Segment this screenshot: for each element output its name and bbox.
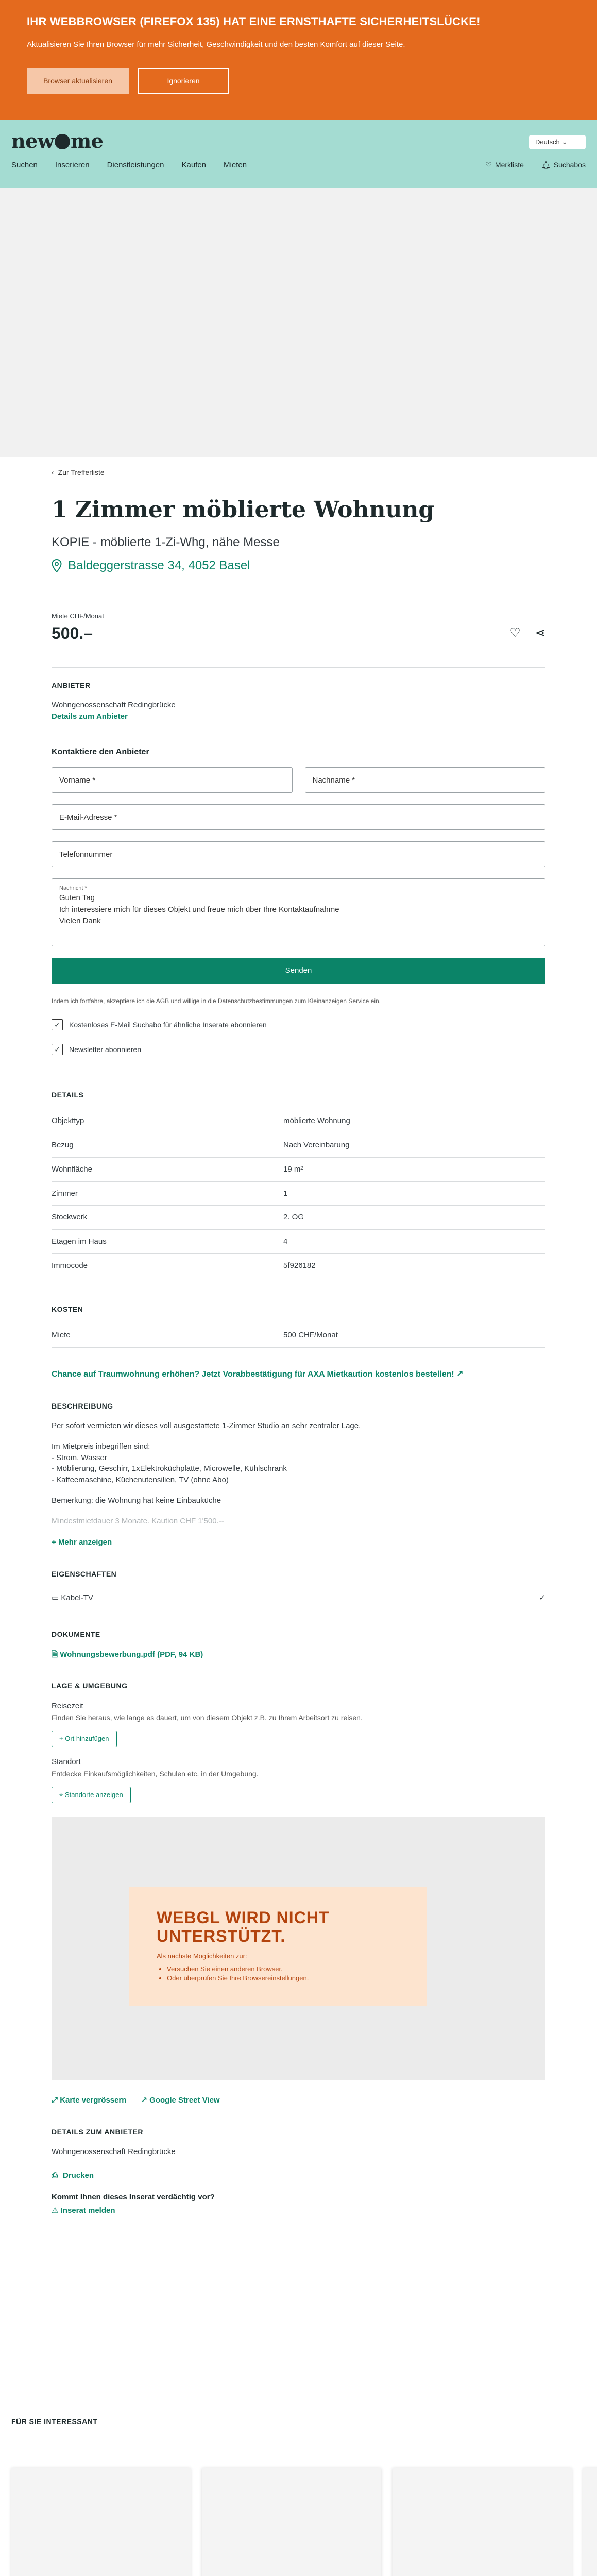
banner-title: IHR WEBBROWSER (FIREFOX 135) HAT EINE ERNSTHAFTE SICHERHEITSLÜCKE! [27, 15, 481, 28]
chevron-left-icon: ‹ [52, 468, 54, 477]
nav-dienstleistungen[interactable]: Dienstleistungen [107, 161, 164, 170]
lastname-field[interactable]: Nachname * [305, 767, 546, 793]
message-textarea[interactable]: Nachricht * Guten Tag Ich interessiere mich für dieses Objekt und freue mich über Ihre Kontaktaufnahme Vielen Dank [52, 878, 545, 946]
street-view-link[interactable]: ↗ Google Street View [141, 2096, 220, 2105]
interest-card[interactable] [583, 2468, 597, 2576]
card-image [11, 2468, 191, 2576]
table-row: Objekttyp möblierte Wohnung [52, 1109, 545, 1133]
arrow-up-right-icon: ↗ [456, 1369, 464, 1379]
show-locations-button[interactable]: ⌖ Standorte anzeigen [52, 1787, 131, 1804]
listing-title: 1 Zimmer möblierte Wohnung [52, 497, 435, 523]
site-header [0, 120, 597, 188]
check-icon: ✓ [52, 1044, 63, 1055]
nav-inserieren[interactable]: Inserieren [55, 161, 90, 170]
card-image [393, 2468, 572, 2576]
document-icon: 🗎 [52, 1650, 58, 1659]
search-subscriptions-link[interactable]: 🔔︎ Suchabos [541, 160, 586, 170]
map-area[interactable] [52, 1817, 545, 2080]
axa-deposit-link[interactable]: Chance auf Traumwohnung erhöhen? Jetzt Vorabbestätigung für AXA Mietkaution kostenlos bestellen! ↗ [52, 1369, 464, 1379]
logo-house-icon [55, 134, 70, 149]
table-row: Stockwerk 2. OG [52, 1206, 545, 1230]
search-subscription-checkbox[interactable]: ✓ Kostenloses E-Mail Suchabo für ähnliche Inserate abonnieren [52, 1019, 545, 1030]
legal-notice: Indem ich fortfahre, akzeptiere ich die AGB und willige in die Datenschutzbestimmungen zum Kleinanzeigen Service ein. [52, 997, 381, 1005]
show-more-button[interactable]: + Mehr anzeigen [52, 1538, 112, 1547]
heart-icon: ♡ [485, 161, 492, 169]
details-heading: DETAILS [52, 1091, 84, 1099]
report-listing-link[interactable]: ⚠ Inserat melden [52, 2206, 115, 2215]
card-image [583, 2468, 597, 2576]
table-row: Miete 500 CHF/Monat [52, 1324, 545, 1347]
warning-icon: ⚠ [52, 2206, 59, 2215]
interest-card[interactable] [11, 2468, 191, 2576]
card-image [202, 2468, 381, 2576]
description: Per sofort vermieten wir dieses voll ausgestattete 1-Zimmer Studio an sehr zentraler Lage. Im Mietpreis inbegriffen sind: - Strom, Wasser - Möblierung, Geschirr, 1xElektroküchplatte, Microwelle, Kühlschrank - Kaffeemaschine, Küchenutensilien, TV (ohne Abo) Bemerkung: die Wohnung hat keine Einbauküche Mindestmietdauer 3 Monate. Kaution CHF 1'500.-- [52, 1421, 361, 1526]
banner-text: Aktualisieren Sie Ihren Browser für mehr Sicherheit, Geschwindigkeit und den besten Komfort auf dieser Seite. [27, 40, 405, 49]
firstname-field[interactable]: Vorname * [52, 767, 293, 793]
update-browser-button[interactable]: Browser aktualisieren [27, 68, 129, 94]
check-icon: ✓ [539, 1594, 545, 1603]
check-icon: ✓ [52, 1019, 63, 1030]
interest-cards [11, 2468, 597, 2576]
favorite-heart-icon[interactable]: ♡ [509, 626, 521, 640]
table-row: Bezug Nach Vereinbarung [52, 1133, 545, 1158]
price-label: Miete CHF/Monat [52, 612, 104, 620]
enlarge-map-link[interactable]: ⤢ Karte vergrössern [52, 2096, 127, 2105]
listing-address[interactable]: Baldeggerstrasse 34, 4052 Basel [52, 557, 545, 575]
listing-subtitle: KOPIE - möblierte 1-Zi-Whg, nähe Messe [52, 535, 280, 549]
provider-name: Wohngenossenschaft Redingbrücke [52, 701, 176, 710]
provider-heading: ANBIETER [52, 681, 91, 689]
interest-heading: FÜR SIE INTERESSANT [11, 2417, 98, 2426]
ad-space [0, 188, 597, 457]
language-select[interactable]: Deutsch ⌄ [529, 135, 586, 149]
pdf-document-link[interactable]: 🗎 Wohnungsbewerbung.pdf (PDF, 94 KB) [52, 1650, 203, 1659]
phone-field[interactable]: Telefonnummer [52, 841, 545, 867]
documents-heading: DOKUMENTE [52, 1630, 100, 1639]
tv-icon: ▭ [52, 1594, 59, 1603]
listing-content [0, 467, 597, 2216]
pin-icon: ⌖ [59, 1790, 63, 1799]
details-table [52, 1109, 545, 1278]
main-nav [11, 160, 247, 171]
provider-name: Wohngenossenschaft Redingbrücke [52, 2147, 176, 2157]
plus-icon: + [52, 1538, 56, 1547]
contact-form-title: Kontaktiere den Anbieter [52, 747, 149, 756]
area-text: Entdecke Einkaufsmöglichkeiten, Schulen etc. in der Umgebung. [52, 1770, 259, 1778]
webgl-error-box: WEBGL WIRD NICHT UNTERSTÜTZT. Als nächste Möglichkeiten zur: • Versuchen Sie einen anderen Browser. • Oder überprüfen Sie Ihre Browsereinstellungen. [129, 1887, 427, 2006]
travel-time-title: Reisezeit [52, 1701, 83, 1710]
provider-details-link[interactable]: Details zum Anbieter [52, 711, 128, 721]
bell-icon: 🔔︎ [541, 161, 551, 169]
interest-card[interactable] [202, 2468, 381, 2576]
chevron-down-icon: ⌄ [561, 138, 568, 146]
back-to-results-link[interactable]: ‹ Zur Trefferliste [52, 468, 105, 477]
street-view-icon: ↗ [141, 2096, 147, 2105]
share-icon[interactable]: ⋖ [535, 626, 545, 640]
travel-time-text: Finden Sie heraus, wie lange es dauert, um von diesem Objekt z.B. zu Ihrem Arbeitsort zu reisen. [52, 1714, 363, 1722]
interest-card[interactable] [393, 2468, 572, 2576]
newhome-logo[interactable]: new me [11, 129, 104, 152]
features-heading: EIGENSCHAFTEN [52, 1570, 117, 1579]
email-field[interactable]: E-Mail-Adresse * [52, 804, 545, 830]
location-pin-icon [52, 559, 62, 572]
newsletter-checkbox[interactable]: ✓ Newsletter abonnieren [52, 1044, 545, 1055]
feature-item: ▭ Kabel-TV ✓ [52, 1588, 545, 1608]
area-title: Standort [52, 1757, 81, 1767]
ignore-button[interactable]: Ignorieren [138, 68, 229, 94]
table-row: Immocode 5f926182 [52, 1253, 545, 1278]
nav-kaufen[interactable]: Kaufen [181, 161, 207, 170]
costs-heading: KOSTEN [52, 1304, 83, 1313]
costs-table [52, 1324, 545, 1348]
send-button[interactable]: Senden [52, 958, 545, 984]
expand-icon: ⤢ [52, 2096, 58, 2105]
description-heading: BESCHREIBUNG [52, 1401, 113, 1410]
table-row: Zimmer 1 [52, 1181, 545, 1206]
add-place-button[interactable]: + Ort hinzufügen [52, 1731, 117, 1748]
price: 500.– [52, 624, 93, 643]
printer-icon: ⎙ [52, 2171, 58, 2180]
location-heading: LAGE & UMGEBUNG [52, 1682, 128, 1690]
table-row: Wohnfläche 19 m² [52, 1157, 545, 1181]
print-button[interactable]: ⎙ Drucken [52, 2170, 545, 2181]
report-question: Kommt Ihnen dieses Inserat verdächtig vor? [52, 2192, 215, 2201]
browser-warning-banner [0, 0, 597, 120]
nav-suchen[interactable]: Suchen [11, 161, 38, 170]
table-row: Etagen im Haus 4 [52, 1230, 545, 1254]
plus-icon: + [59, 1734, 63, 1742]
provider-details-heading: DETAILS ZUM ANBIETER [52, 2128, 143, 2137]
watchlist-link[interactable]: ♡ Merkliste [485, 160, 524, 170]
nav-mieten[interactable]: Mieten [224, 161, 247, 170]
